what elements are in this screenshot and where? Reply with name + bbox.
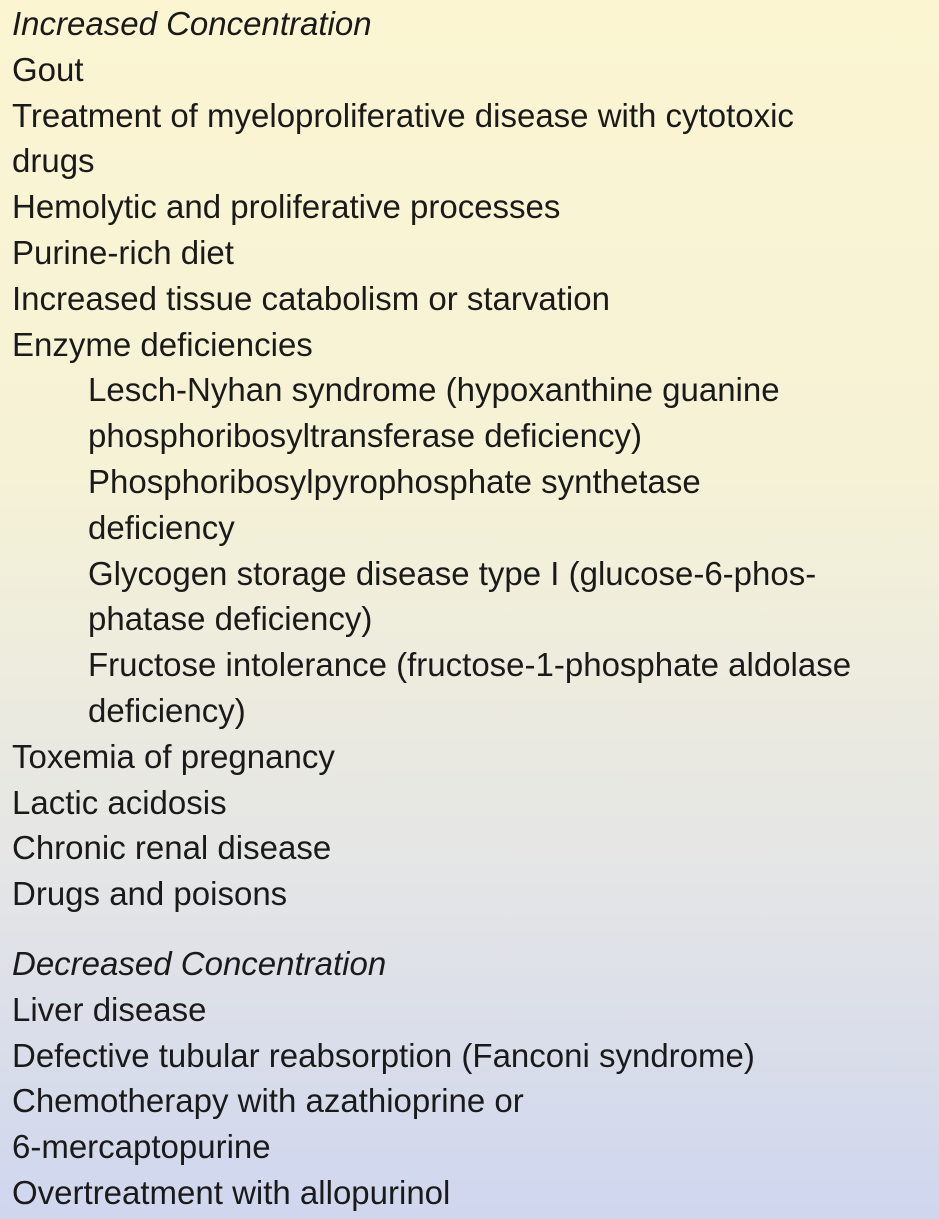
list-item: Hemolytic and proliferative processes <box>12 188 561 226</box>
sublist-item: Phosphoribosylpyrophosphate synthetase deficiency <box>88 462 701 546</box>
list-item: Liver disease <box>12 990 207 1028</box>
decreased-causes-list <box>12 987 939 1216</box>
list-item: Treatment of myeloproliferative disease with cytotoxic drugs <box>12 96 794 180</box>
increased-concentration-heading: Increased Concentration <box>12 5 372 42</box>
sublist-item: Glycogen storage disease type I (glucose-6-phos- phatase deficiency) <box>88 554 817 638</box>
list-item: Gout <box>12 50 84 88</box>
list-item: Toxemia of pregnancy <box>12 737 335 775</box>
sublist-item: Lesch-Nyhan syndrome (hypoxanthine guanine phosphoribosyltransferase deficiency) <box>88 371 780 455</box>
list-item: Chemotherapy with azathioprine or 6-mercaptopurine <box>12 1082 524 1166</box>
enzyme-deficiencies-sublist <box>50 367 939 733</box>
sublist-item: Fructose intolerance (fructose-1-phosphate aldolase deficiency) <box>88 646 852 729</box>
increased-causes-list <box>12 47 939 917</box>
increased-concentration-section <box>12 0 939 917</box>
decreased-concentration-heading: Decreased Concentration <box>12 944 387 982</box>
list-item: Chronic renal disease <box>12 829 332 867</box>
list-item: Overtreatment with allopurinol <box>12 1173 451 1211</box>
decreased-concentration-section <box>12 941 939 1216</box>
list-item: Drugs and poisons <box>12 875 288 913</box>
list-item: Lactic acidosis <box>12 783 227 821</box>
list-item: Defective tubular reabsorption (Fanconi syndrome) <box>12 1036 755 1074</box>
list-item-enzyme-deficiencies: Enzyme deficiencies Lesch-Nyhan syndrome (hypoxanthine guanine phosphoribosyltransferase deficiency) Phosphoribosylpyrophosphate synthetase deficiency Glycogen storage disease type I (glucose-6-phos- phatase deficiency) Fructose intolerance (fructose-1-phosphate aldolase deficiency) <box>12 322 939 734</box>
list-item: Increased tissue catabolism or starvation <box>12 279 610 317</box>
list-item: Purine-rich diet <box>12 233 234 271</box>
